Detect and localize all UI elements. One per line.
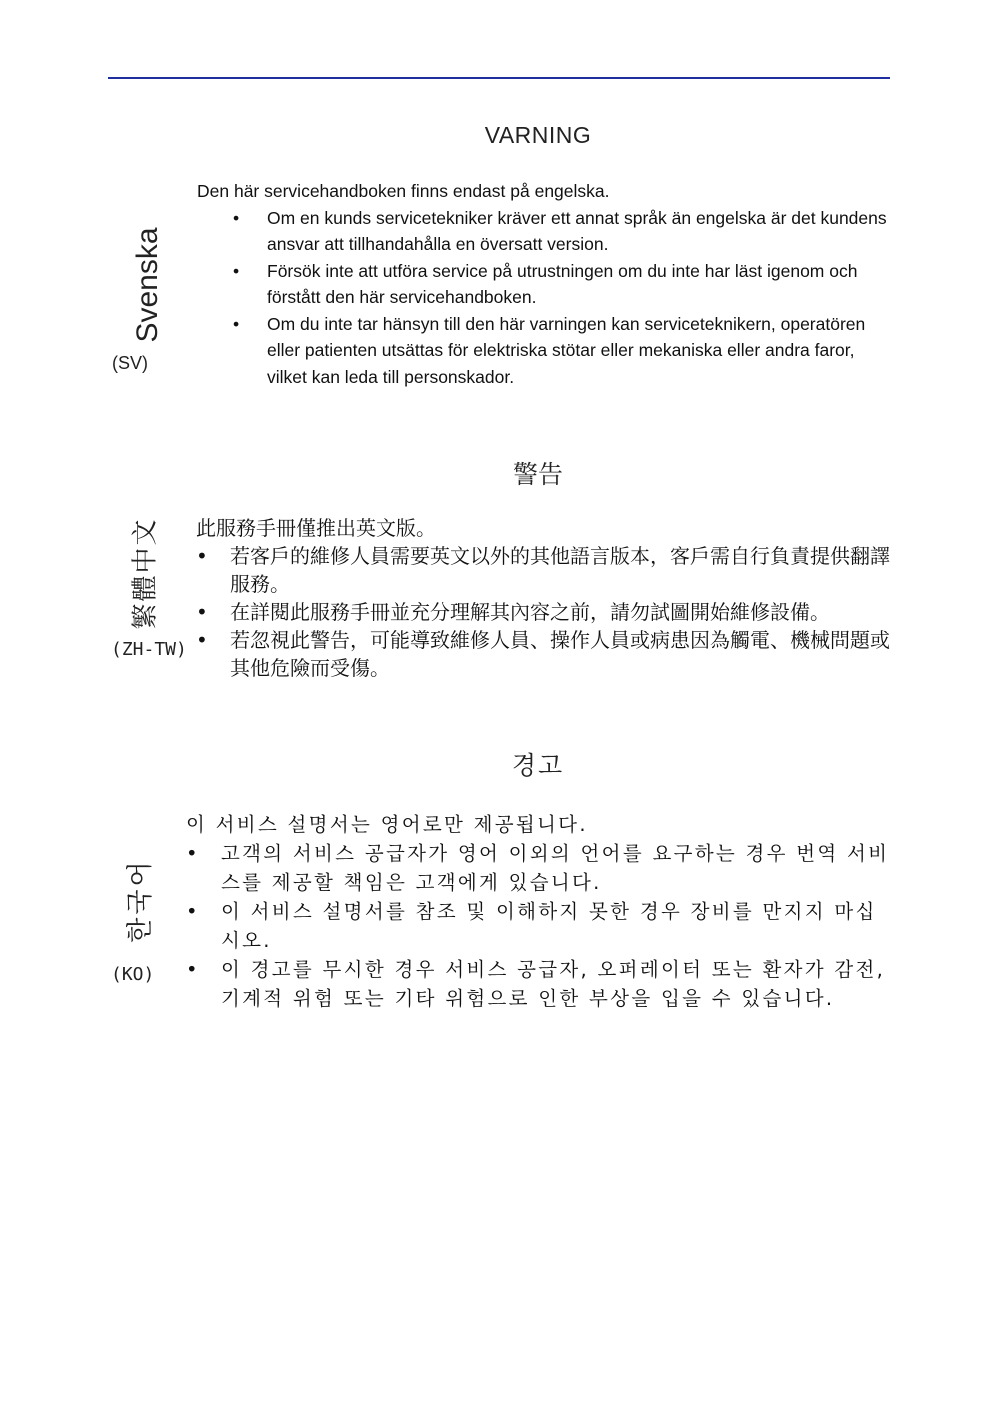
ko-bullet-list xyxy=(221,839,891,1013)
sv-intro: Den här servicehandboken finns endast på engelska. xyxy=(197,181,610,201)
zh-warning-text xyxy=(196,514,891,682)
list-item: • Försök inte att utföra service på utrustningen om du inte har läst igenom och förstått den här servicehandboken. xyxy=(267,258,887,311)
zh-language-label: 繁體中文 xyxy=(129,517,160,630)
ko-language-label: 한국어 xyxy=(124,858,155,943)
list-item: • 在詳閱此服務手冊並充分理解其內容之前，請勿試圖開始維修設備。 xyxy=(230,598,891,626)
top-rule xyxy=(108,77,890,79)
list-item: • 고객의 서비스 공급자가 영어 이외의 언어를 요구하는 경우 번역 서비스를 제공할 책임은 고객에게 있습니다. xyxy=(221,839,891,897)
list-item: • 若客戶的維修人員需要英文以外的其他語言版本，客戶需自行負責提供翻譯服務。 xyxy=(230,542,891,598)
ko-warning-heading: 경고 xyxy=(511,752,565,780)
sv-warning-text xyxy=(197,178,887,390)
sv-language-label: Svenska xyxy=(131,227,164,343)
list-item: • Om du inte tar hänsyn till den här varningen kan serviceteknikern, operatören eller patienten utsättas för elektriska stötar eller mekaniska eller andra faror, vilket kan leda till personskador. xyxy=(267,311,887,391)
list-item: • 이 경고를 무시한 경우 서비스 공급자, 오퍼레이터 또는 환자가 감전, 기계적 위험 또는 기타 위험으로 인한 부상을 입을 수 있습니다. xyxy=(221,955,891,1013)
sv-bullet-list xyxy=(267,205,887,391)
list-item: • 若忽視此警告，可能導致維修人員、操作人員或病患因為觸電、機械問題或其他危險而受傷。 xyxy=(230,626,891,682)
zh-intro: 此服務手冊僅推出英文版。 xyxy=(196,516,436,540)
ko-language-code: (KO) xyxy=(111,964,155,985)
list-item: • Om en kunds servicetekniker kräver ett annat språk än engelska är det kundens ansvar att tillhandahålla en översatt version. xyxy=(267,205,887,258)
zh-language-code: (ZH-TW) xyxy=(111,639,187,660)
ko-intro: 이 서비스 설명서는 영어로만 제공됩니다. xyxy=(186,813,588,836)
sv-warning-heading: VARNING xyxy=(484,122,592,148)
zh-warning-heading: 警告 xyxy=(512,461,563,489)
ko-warning-text xyxy=(186,810,891,1013)
list-item: • 이 서비스 설명서를 참조 및 이해하지 못한 경우 장비를 만지지 마십시오. xyxy=(221,897,891,955)
zh-bullet-list xyxy=(230,542,891,682)
sv-language-code: (SV) xyxy=(112,353,148,373)
